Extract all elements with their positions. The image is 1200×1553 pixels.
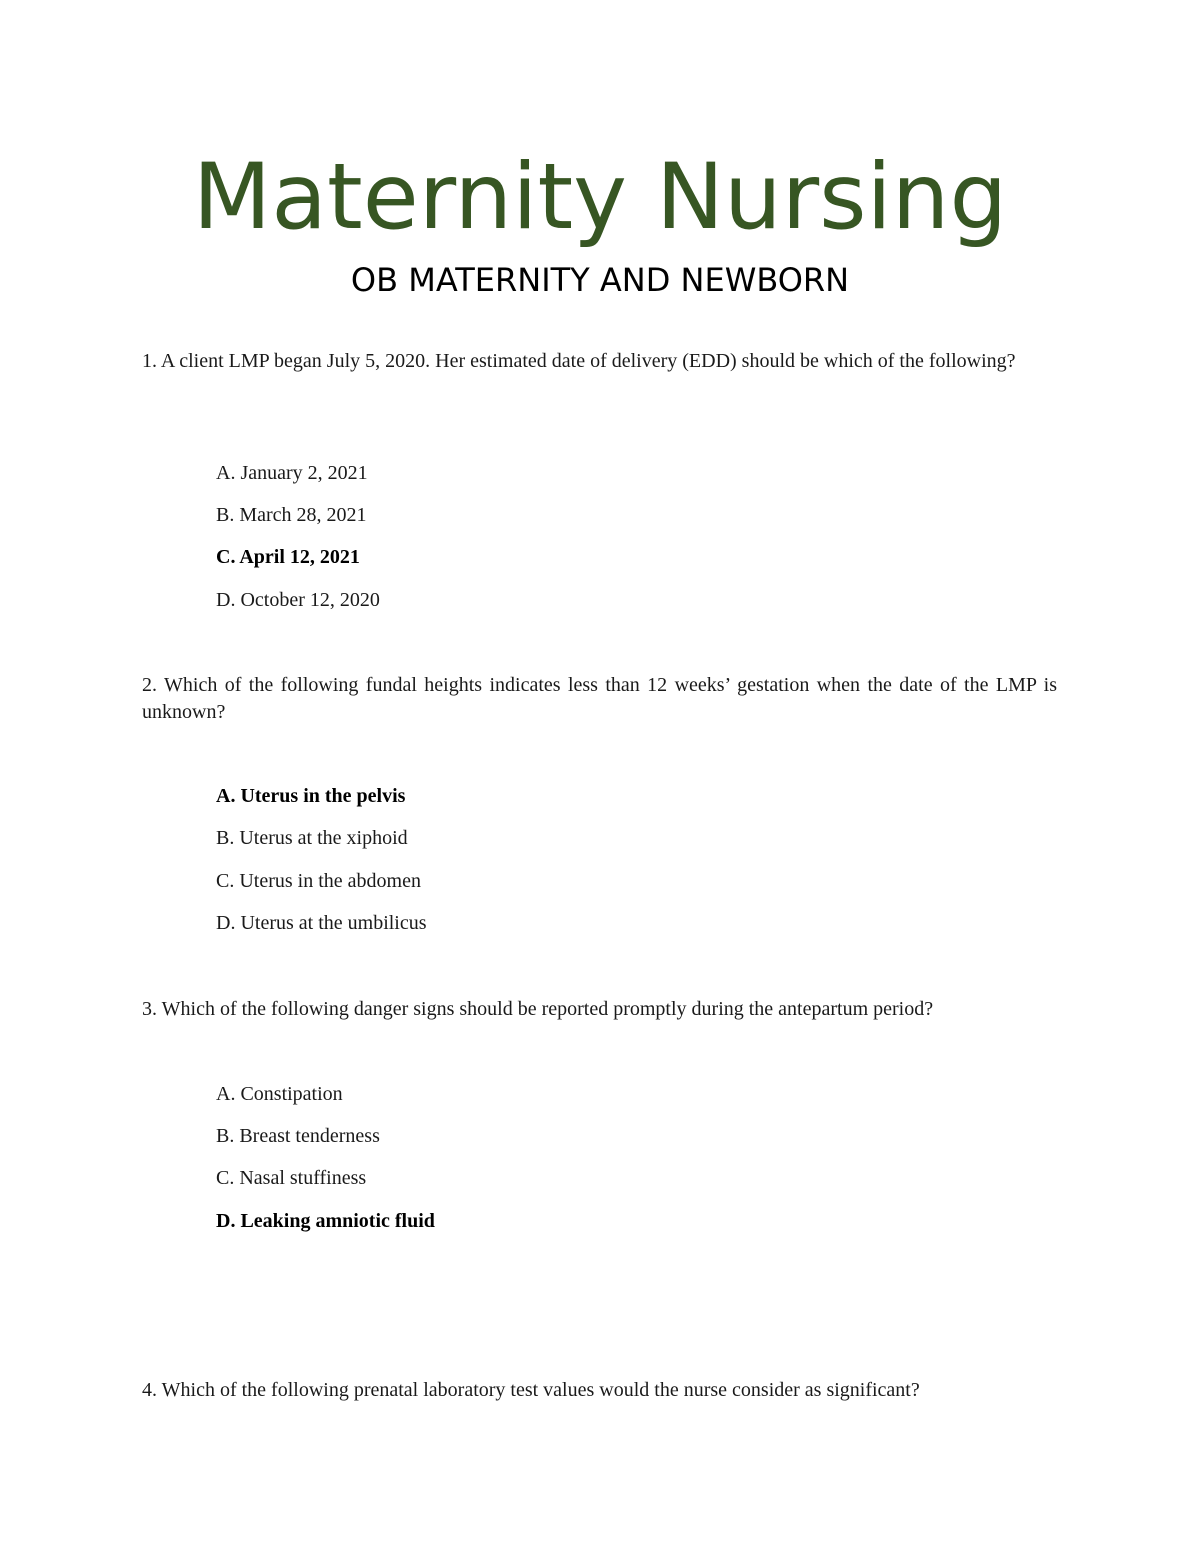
question-2-option-b: B. Uterus at the xiphoid <box>216 827 408 849</box>
document-title: Maternity Nursing <box>192 145 1008 250</box>
question-1-option-a: A. January 2, 2021 <box>216 462 368 484</box>
question-3-text: 3. Which of the following danger signs should be reported promptly during the antepartum period? <box>142 998 934 1020</box>
question-1-option-d: D. October 12, 2020 <box>216 589 380 611</box>
question-3-option-b: B. Breast tenderness <box>216 1125 380 1147</box>
question-1-option-b: B. March 28, 2021 <box>216 504 367 526</box>
question-3-option-d-answer: D. Leaking amniotic fluid <box>216 1210 435 1232</box>
question-2-option-d: D. Uterus at the umbilicus <box>216 912 427 934</box>
question-3-option-a: A. Constipation <box>216 1083 343 1105</box>
question-3-option-c: C. Nasal stuffiness <box>216 1167 367 1189</box>
document-subtitle: OB MATERNITY AND NEWBORN <box>350 261 850 299</box>
question-4-text: 4. Which of the following prenatal laboratory test values would the nurse consider as significant? <box>142 1379 920 1401</box>
question-2-text: 2. Which of the following fundal heights indicates less than 12 weeks’ gestation when the date of the LMP is unknown? <box>142 674 1057 723</box>
question-2-option-a-answer: A. Uterus in the pelvis <box>216 785 406 807</box>
question-1-option-c-answer: C. April 12, 2021 <box>216 546 360 568</box>
question-1-text: 1. A client LMP began July 5, 2020. Her estimated date of delivery (EDD) should be which of the following? <box>142 350 1016 372</box>
question-2-option-c: C. Uterus in the abdomen <box>216 870 421 892</box>
